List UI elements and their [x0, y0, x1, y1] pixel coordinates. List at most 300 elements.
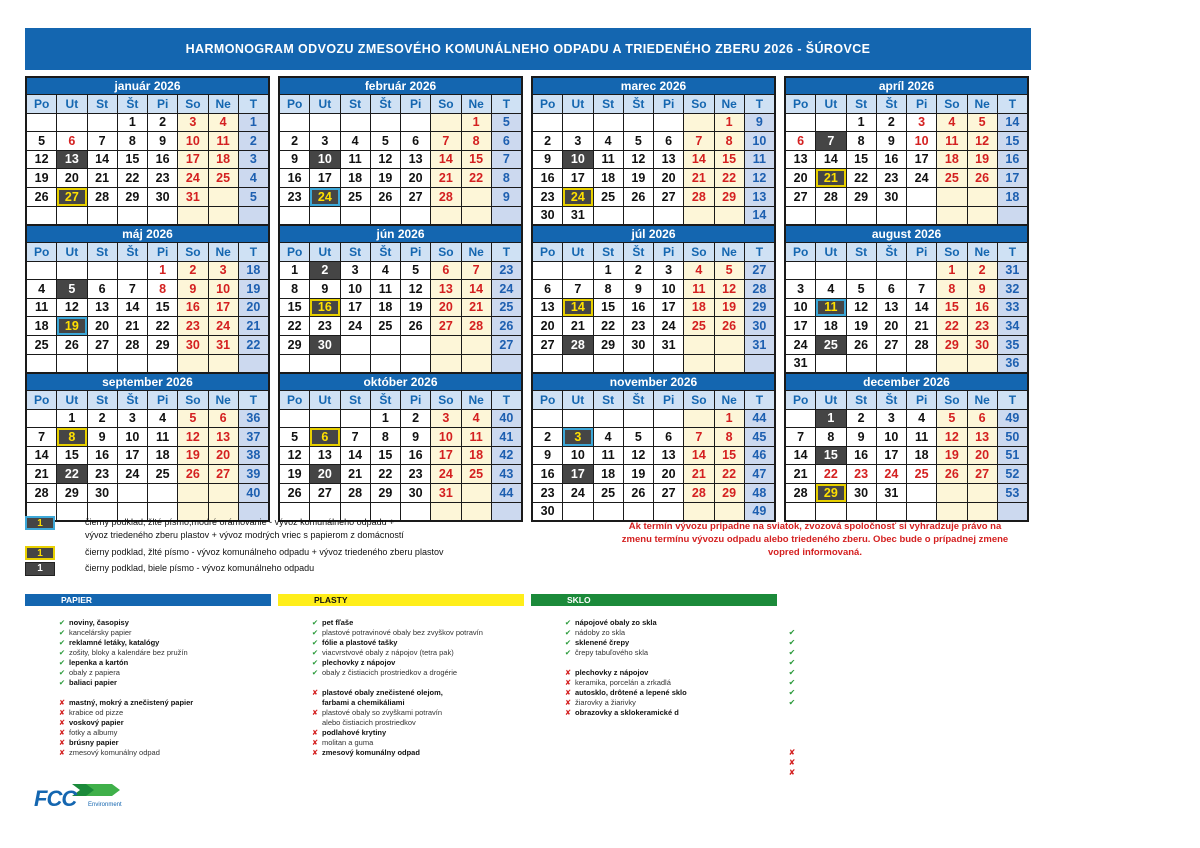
day-cell: 20 — [57, 169, 86, 187]
week-number — [239, 207, 268, 225]
day-cell — [209, 355, 238, 373]
month-title: júl 2026 — [533, 226, 774, 242]
day-cell: 1 — [371, 410, 400, 428]
week-number: 33 — [998, 299, 1027, 317]
day-cell — [563, 262, 592, 280]
logo-arrow-icon — [72, 782, 122, 798]
day-cell: 14 — [786, 447, 815, 465]
day-cell — [907, 503, 936, 521]
check-icon: ✔ — [564, 648, 572, 657]
week-number: 18 — [998, 188, 1027, 206]
category-title: SKLO — [531, 594, 777, 606]
day-cell — [786, 262, 815, 280]
day-cell: 1 — [594, 262, 623, 280]
day-cell: 18 — [594, 169, 623, 187]
day-cell — [624, 503, 653, 521]
weekday-header: Po — [533, 391, 562, 409]
day-cell: 28 — [907, 336, 936, 354]
day-cell: 27 — [877, 336, 906, 354]
week-number: 40 — [492, 410, 521, 428]
waste-item — [55, 678, 271, 688]
day-cell — [816, 114, 845, 132]
day-cell: 3 — [341, 262, 370, 280]
day-cell — [401, 114, 430, 132]
check-icon: ✔ — [58, 658, 66, 667]
month-calendar — [784, 372, 1029, 522]
day-cell — [968, 207, 997, 225]
day-cell: 16 — [847, 447, 876, 465]
day-cell: 8 — [847, 132, 876, 150]
day-cell: 27 — [786, 188, 815, 206]
day-cell — [371, 114, 400, 132]
waste-item — [308, 728, 524, 738]
day-cell — [310, 410, 339, 428]
week-number: 3 — [239, 151, 268, 169]
day-cell: 17 — [654, 299, 683, 317]
day-cell: 10 — [341, 280, 370, 298]
day-cell: 10 — [209, 280, 238, 298]
day-cell: 23 — [877, 169, 906, 187]
day-cell: 7 — [341, 428, 370, 446]
cross-icon: ✘ — [564, 708, 572, 717]
month-day-grid — [533, 390, 774, 520]
weekday-header: Št — [371, 243, 400, 261]
day-cell: 28 — [684, 188, 713, 206]
day-cell — [654, 114, 683, 132]
day-cell: 13 — [654, 151, 683, 169]
day-cell: 10 — [563, 151, 592, 169]
day-cell: 17 — [431, 447, 460, 465]
month-day-grid — [27, 242, 268, 372]
waste-item-label: zmesový komunálny odpad — [69, 748, 160, 757]
week-number: 27 — [745, 262, 774, 280]
day-cell: 2 — [877, 114, 906, 132]
day-cell: 8 — [715, 132, 744, 150]
day-cell — [280, 355, 309, 373]
weekday-header: Po — [533, 95, 562, 113]
day-cell — [310, 207, 339, 225]
day-cell: 11 — [371, 280, 400, 298]
category-sklo — [531, 594, 777, 718]
check-icon: ✔ — [788, 678, 796, 687]
month-title: máj 2026 — [27, 226, 268, 242]
day-cell: 20 — [786, 169, 815, 187]
day-cell — [462, 207, 491, 225]
day-cell: 11 — [341, 151, 370, 169]
weekday-header: Po — [280, 243, 309, 261]
month-calendar — [25, 372, 270, 522]
day-cell — [816, 503, 845, 521]
weekday-header: So — [684, 243, 713, 261]
day-cell — [684, 503, 713, 521]
weekday-header: Po — [280, 95, 309, 113]
day-cell: 20 — [310, 465, 339, 483]
weekday-header: So — [178, 391, 207, 409]
day-cell: 29 — [371, 484, 400, 502]
day-cell: 18 — [209, 151, 238, 169]
waste-item — [308, 708, 524, 718]
day-cell: 1 — [280, 262, 309, 280]
day-cell — [877, 355, 906, 373]
day-cell: 21 — [27, 465, 56, 483]
day-cell — [654, 355, 683, 373]
weekday-header: T — [998, 95, 1027, 113]
waste-item-label: fotky a albumy — [69, 728, 118, 737]
day-cell: 21 — [88, 169, 117, 187]
day-cell: 4 — [27, 280, 56, 298]
day-cell — [715, 207, 744, 225]
waste-item-label: krabice od pizze — [69, 708, 124, 717]
day-cell: 14 — [816, 151, 845, 169]
day-cell — [178, 207, 207, 225]
month-calendar — [531, 224, 776, 374]
day-cell: 28 — [816, 188, 845, 206]
day-cell: 5 — [847, 280, 876, 298]
week-number: 45 — [745, 428, 774, 446]
week-number: 14 — [745, 207, 774, 225]
day-cell: 26 — [624, 484, 653, 502]
day-cell: 7 — [684, 132, 713, 150]
day-cell: 27 — [401, 188, 430, 206]
waste-item-label: plastové obaly znečistené olejom, — [322, 688, 443, 697]
day-cell: 25 — [684, 317, 713, 335]
day-cell: 26 — [27, 188, 56, 206]
weekday-header: T — [745, 95, 774, 113]
day-cell — [148, 355, 177, 373]
weekday-header: Pi — [907, 391, 936, 409]
weekday-header: So — [684, 391, 713, 409]
day-cell: 23 — [968, 317, 997, 335]
day-cell: 17 — [341, 299, 370, 317]
day-cell: 1 — [118, 114, 147, 132]
day-cell: 11 — [148, 428, 177, 446]
day-cell: 2 — [280, 132, 309, 150]
day-cell: 31 — [654, 336, 683, 354]
day-cell: 23 — [178, 317, 207, 335]
weekday-header: St — [88, 391, 117, 409]
day-cell: 28 — [462, 317, 491, 335]
week-number: 13 — [745, 188, 774, 206]
day-cell: 3 — [431, 410, 460, 428]
month-day-grid — [533, 94, 774, 224]
week-number: 48 — [745, 484, 774, 502]
day-cell: 6 — [431, 262, 460, 280]
day-cell: 17 — [209, 299, 238, 317]
blank-marker — [308, 698, 322, 708]
day-cell — [280, 114, 309, 132]
check-icon: ✔ — [58, 668, 66, 677]
weekday-header: T — [239, 95, 268, 113]
weekday-header: Št — [371, 391, 400, 409]
day-cell — [118, 484, 147, 502]
legend-swatch: 1 — [25, 562, 55, 576]
waste-item — [308, 668, 524, 678]
company-logo — [30, 780, 140, 816]
waste-item-label: keramika, porcelán a zrkadlá — [575, 678, 671, 687]
day-cell: 22 — [847, 169, 876, 187]
day-cell: 3 — [654, 262, 683, 280]
day-cell: 28 — [786, 484, 815, 502]
day-cell — [462, 336, 491, 354]
day-cell: 15 — [937, 299, 966, 317]
legend-line: čierny podklad, žlté písmo,modré orámovanie - vývoz komunálneho odpadu + — [85, 517, 395, 527]
cross-icon: ✘ — [311, 688, 319, 697]
day-cell: 4 — [371, 262, 400, 280]
week-number: 39 — [239, 465, 268, 483]
weekday-header: Ut — [563, 95, 592, 113]
category-plasty — [278, 594, 524, 758]
day-cell: 24 — [563, 484, 592, 502]
day-cell — [907, 207, 936, 225]
day-cell — [401, 355, 430, 373]
day-cell: 20 — [401, 169, 430, 187]
day-cell: 28 — [27, 484, 56, 502]
day-cell: 19 — [401, 299, 430, 317]
day-cell: 5 — [715, 262, 744, 280]
day-cell: 6 — [654, 428, 683, 446]
check-icon: ✔ — [311, 668, 319, 677]
month-day-grid — [280, 390, 521, 520]
day-cell: 5 — [27, 132, 56, 150]
day-cell: 5 — [937, 410, 966, 428]
cross-icon: ✘ — [58, 748, 66, 757]
check-icon: ✔ — [564, 638, 572, 647]
day-cell: 25 — [27, 336, 56, 354]
day-cell — [178, 484, 207, 502]
cross-icon: ✘ — [564, 678, 572, 687]
day-cell: 30 — [533, 503, 562, 521]
week-number: 1 — [239, 114, 268, 132]
day-cell: 8 — [594, 280, 623, 298]
day-cell: 3 — [178, 114, 207, 132]
day-cell: 2 — [968, 262, 997, 280]
day-cell: 5 — [178, 410, 207, 428]
waste-item — [55, 718, 271, 728]
week-number: 36 — [998, 355, 1027, 373]
day-cell: 1 — [937, 262, 966, 280]
day-cell: 22 — [816, 465, 845, 483]
waste-item-label: baliaci papier — [69, 678, 117, 687]
week-number: 2 — [239, 132, 268, 150]
weekday-header: Pi — [401, 391, 430, 409]
day-cell: 13 — [533, 299, 562, 317]
cross-icon: ✘ — [58, 738, 66, 747]
day-cell: 26 — [847, 336, 876, 354]
day-cell: 4 — [594, 428, 623, 446]
day-cell — [968, 188, 997, 206]
waste-item — [561, 668, 777, 678]
category-items — [25, 618, 271, 758]
waste-item — [55, 698, 271, 708]
day-cell: 30 — [148, 188, 177, 206]
week-number: 49 — [998, 410, 1027, 428]
day-cell: 13 — [57, 151, 86, 169]
day-cell: 13 — [968, 428, 997, 446]
day-cell: 10 — [563, 447, 592, 465]
day-cell — [877, 207, 906, 225]
day-cell: 19 — [178, 447, 207, 465]
weekday-header: Pi — [654, 243, 683, 261]
day-cell: 25 — [937, 169, 966, 187]
day-cell: 27 — [57, 188, 86, 206]
day-cell: 21 — [816, 169, 845, 187]
day-cell: 20 — [533, 317, 562, 335]
day-cell: 5 — [624, 132, 653, 150]
day-cell: 22 — [594, 317, 623, 335]
weekday-header: T — [239, 391, 268, 409]
spacer — [55, 688, 271, 698]
day-cell: 29 — [937, 336, 966, 354]
day-cell: 10 — [310, 151, 339, 169]
day-cell: 8 — [118, 132, 147, 150]
day-cell: 16 — [88, 447, 117, 465]
month-title: august 2026 — [786, 226, 1027, 242]
waste-item — [308, 748, 524, 758]
day-cell: 30 — [968, 336, 997, 354]
weekday-header: Ne — [462, 243, 491, 261]
day-cell — [563, 410, 592, 428]
week-number: 51 — [998, 447, 1027, 465]
day-cell: 23 — [310, 317, 339, 335]
weekday-header: St — [594, 391, 623, 409]
waste-item — [561, 638, 777, 648]
day-cell: 18 — [684, 299, 713, 317]
waste-item-label: plastové potravinové obaly bez zvyškov potravín — [322, 628, 483, 637]
day-cell — [209, 188, 238, 206]
day-cell — [816, 262, 845, 280]
day-cell: 4 — [907, 410, 936, 428]
day-cell: 26 — [715, 317, 744, 335]
weekday-header: Ne — [968, 95, 997, 113]
day-cell — [533, 262, 562, 280]
waste-item-label: sklenené črepy — [575, 638, 630, 647]
day-cell: 13 — [654, 447, 683, 465]
day-cell: 19 — [624, 169, 653, 187]
cross-icon: ✘ — [788, 758, 796, 767]
waste-item-label: farbami a chemikáliami — [322, 698, 405, 707]
day-cell: 5 — [401, 262, 430, 280]
category-title: PLASTY — [278, 594, 524, 606]
day-cell: 23 — [533, 188, 562, 206]
week-number — [998, 503, 1027, 521]
weekday-header: So — [684, 95, 713, 113]
day-cell: 18 — [594, 465, 623, 483]
day-cell: 14 — [907, 299, 936, 317]
day-cell: 25 — [594, 188, 623, 206]
day-cell: 28 — [563, 336, 592, 354]
day-cell: 8 — [462, 132, 491, 150]
day-cell: 3 — [786, 280, 815, 298]
day-cell: 24 — [118, 465, 147, 483]
waste-item — [55, 658, 271, 668]
waste-item-label: lepenka a kartón — [69, 658, 129, 667]
day-cell: 31 — [209, 336, 238, 354]
extra-marks-column — [785, 628, 799, 778]
month-day-grid — [786, 242, 1027, 372]
month-calendar — [278, 372, 523, 522]
day-cell: 15 — [462, 151, 491, 169]
waste-item — [308, 648, 524, 658]
day-cell: 7 — [563, 280, 592, 298]
waste-item-label: voskový papier — [69, 718, 124, 727]
day-cell: 30 — [847, 484, 876, 502]
day-cell: 9 — [280, 151, 309, 169]
month-calendar — [784, 224, 1029, 374]
day-cell: 17 — [563, 465, 592, 483]
waste-item — [308, 688, 524, 698]
waste-item-label: zošity, bloky a kalendáre bez pružín — [69, 648, 188, 657]
day-cell: 4 — [684, 262, 713, 280]
day-cell — [371, 207, 400, 225]
day-cell: 12 — [178, 428, 207, 446]
day-cell: 11 — [462, 428, 491, 446]
day-cell: 12 — [624, 447, 653, 465]
day-cell: 10 — [877, 428, 906, 446]
day-cell — [786, 207, 815, 225]
waste-item-label: reklamné letáky, katalógy — [69, 638, 160, 647]
check-icon: ✔ — [564, 628, 572, 637]
day-cell: 26 — [57, 336, 86, 354]
day-cell: 10 — [654, 280, 683, 298]
day-cell: 24 — [310, 188, 339, 206]
day-cell: 5 — [624, 428, 653, 446]
day-cell: 22 — [715, 465, 744, 483]
logo-subtitle: Environment — [88, 802, 122, 808]
weekday-header: Ut — [310, 243, 339, 261]
weekday-header: Št — [877, 95, 906, 113]
day-cell: 10 — [118, 428, 147, 446]
day-cell: 23 — [401, 465, 430, 483]
day-cell: 8 — [148, 280, 177, 298]
day-cell: 9 — [178, 280, 207, 298]
day-cell: 24 — [907, 169, 936, 187]
weekday-header: Ut — [57, 95, 86, 113]
day-cell: 3 — [563, 428, 592, 446]
day-cell: 27 — [209, 465, 238, 483]
waste-item — [561, 628, 777, 638]
week-number: 43 — [492, 465, 521, 483]
week-number: 8 — [492, 169, 521, 187]
check-icon: ✔ — [564, 618, 572, 627]
weekday-header: Po — [27, 243, 56, 261]
day-cell: 24 — [877, 465, 906, 483]
weekday-header: So — [431, 95, 460, 113]
day-cell: 17 — [118, 447, 147, 465]
week-number: 16 — [998, 151, 1027, 169]
week-number: 4 — [239, 169, 268, 187]
day-cell: 16 — [624, 299, 653, 317]
week-number: 12 — [745, 169, 774, 187]
day-cell: 10 — [786, 299, 815, 317]
weekday-header: Št — [118, 391, 147, 409]
day-cell — [594, 355, 623, 373]
legend-swatch: 1 — [25, 516, 55, 530]
day-cell: 16 — [310, 299, 339, 317]
day-cell — [937, 503, 966, 521]
day-cell: 7 — [907, 280, 936, 298]
weekday-header: St — [847, 391, 876, 409]
weekday-header: Št — [118, 95, 147, 113]
week-number: 6 — [492, 132, 521, 150]
month-title: september 2026 — [27, 374, 268, 390]
week-number: 46 — [745, 447, 774, 465]
day-cell — [27, 355, 56, 373]
day-cell: 30 — [178, 336, 207, 354]
day-cell: 16 — [401, 447, 430, 465]
day-cell: 6 — [533, 280, 562, 298]
waste-item-label: podlahové krytiny — [322, 728, 387, 737]
day-cell — [907, 355, 936, 373]
